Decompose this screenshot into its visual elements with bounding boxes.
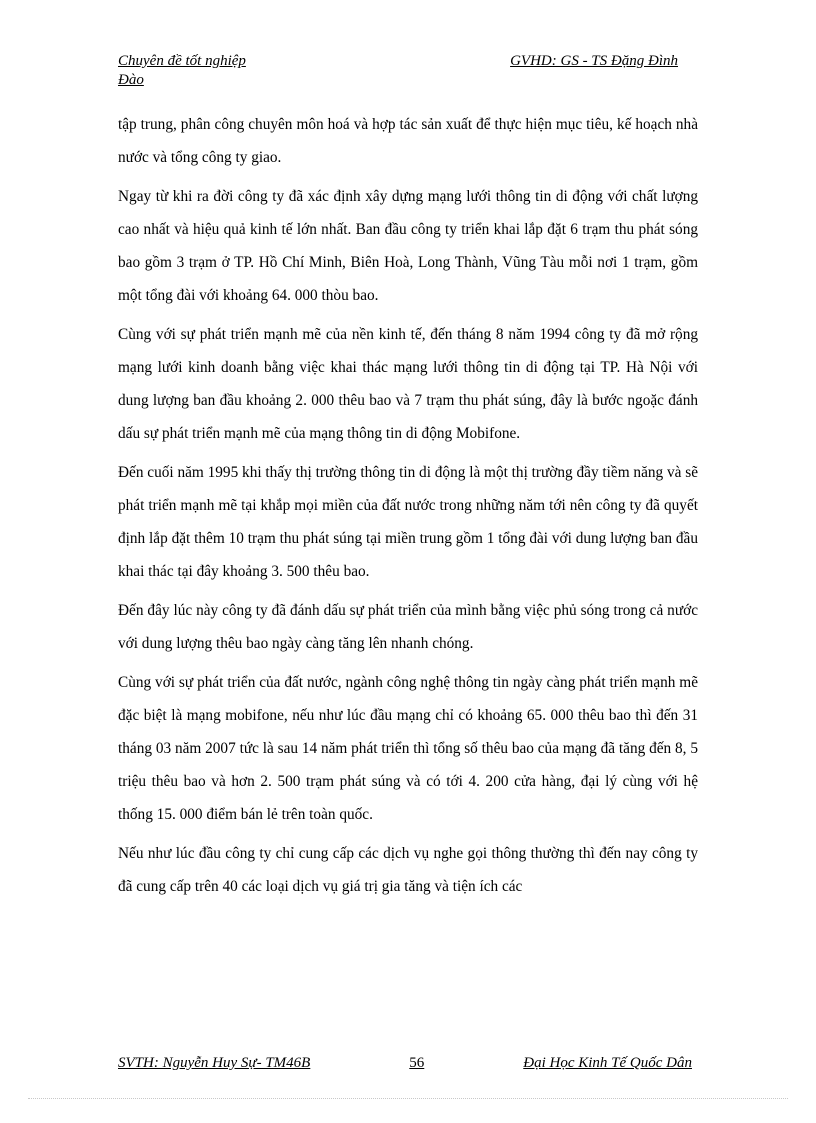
paragraph: Ngay từ khi ra đời công ty đã xác định xây dựng mạng lưới thông tin di động với chất lượng cao nhất và hiệu quả kinh tế lớn nhất. Ban đầu công ty triển khai lắp đặt 6 trạm thu phát sóng bao gồm 3 trạm ở TP. Hồ Chí Minh, Biên Hoà, Long Thành, Vũng Tàu mỗi nơi 1 trạm, gồm một tổng đài với khoảng 64. 000 thòu bao. (118, 188, 698, 304)
page-number: 56 (409, 1055, 425, 1071)
body-text (118, 108, 698, 909)
paragraph: tập trung, phân công chuyên môn hoá và hợp tác sản xuất để thực hiện mục tiêu, kế hoạch nhà nước và tổng công ty giao. (118, 116, 698, 166)
paragraph: Đến đây lúc này công ty đã đánh dấu sự phát triển của mình bằng việc phủ sóng trong cả nước với dung lượng thêu bao ngày càng tăng lên nhanh chóng. (118, 602, 698, 652)
page-footer (118, 1054, 692, 1072)
header-supervisor-continuation: Đào (118, 72, 144, 88)
paragraph: Đến cuối năm 1995 khi thấy thị trường thông tin di động là một thị trường đầy tiềm năng và sẽ phát triển mạnh mẽ tại khắp mọi miền của đất nước trong những năm tới nên công ty đã quyết định lắp đặt thêm 10 trạm thu phát súng tại miền trung gồm 1 tổng đài với dung lượng ban đầu khai thác tại đây khoảng 3. 500 thêu bao. (118, 464, 698, 580)
header-supervisor: GVHD: GS - TS Đặng Đình (510, 53, 678, 69)
header-course-title: Chuyên đề tốt nghiệp (118, 53, 246, 69)
paragraph: Cùng với sự phát triển của đất nước, ngành công nghệ thông tin ngày càng phát triển mạnh mẽ đặc biệt là mạng mobifone, nếu như lúc đầu mạng chỉ có khoảng 65. 000 thêu bao thì đến 31 tháng 03 năm 2007 tức là sau 14 năm phát triển thì tổng số thêu bao của mạng đã tăng đến 8, 5 triệu thêu bao và hơn 2. 500 trạm phát súng và có tới 4. 200 cửa hàng, đại lý cùng với hệ thống 15. 000 điểm bán lẻ trên toàn quốc. (118, 674, 698, 823)
footer-university: Đại Học Kinh Tế Quốc Dân (523, 1055, 692, 1071)
page-bottom-divider (28, 1098, 788, 1099)
paragraph: Cùng với sự phát triển mạnh mẽ của nền kinh tế, đến tháng 8 năm 1994 công ty đã mở rộng mạng lưới kinh doanh bằng việc khai thác mạng lưới thông tin di động tại TP. Hà Nội với dung lượng ban đầu khoảng 2. 000 thêu bao và 7 trạm thu phát súng, đây là bước ngoặc đánh dấu sự phát triển mạnh mẽ của mạng thông tin di động Mobifone. (118, 326, 698, 442)
page-header (118, 52, 678, 90)
footer-student: SVTH: Nguyễn Huy Sự- TM46B (118, 1055, 311, 1071)
paragraph: Nếu như lúc đầu công ty chỉ cung cấp các dịch vụ nghe gọi thông thường thì đến nay công ty đã cung cấp trên 40 các loại dịch vụ giá trị gia tăng và tiện ích các (118, 845, 698, 895)
